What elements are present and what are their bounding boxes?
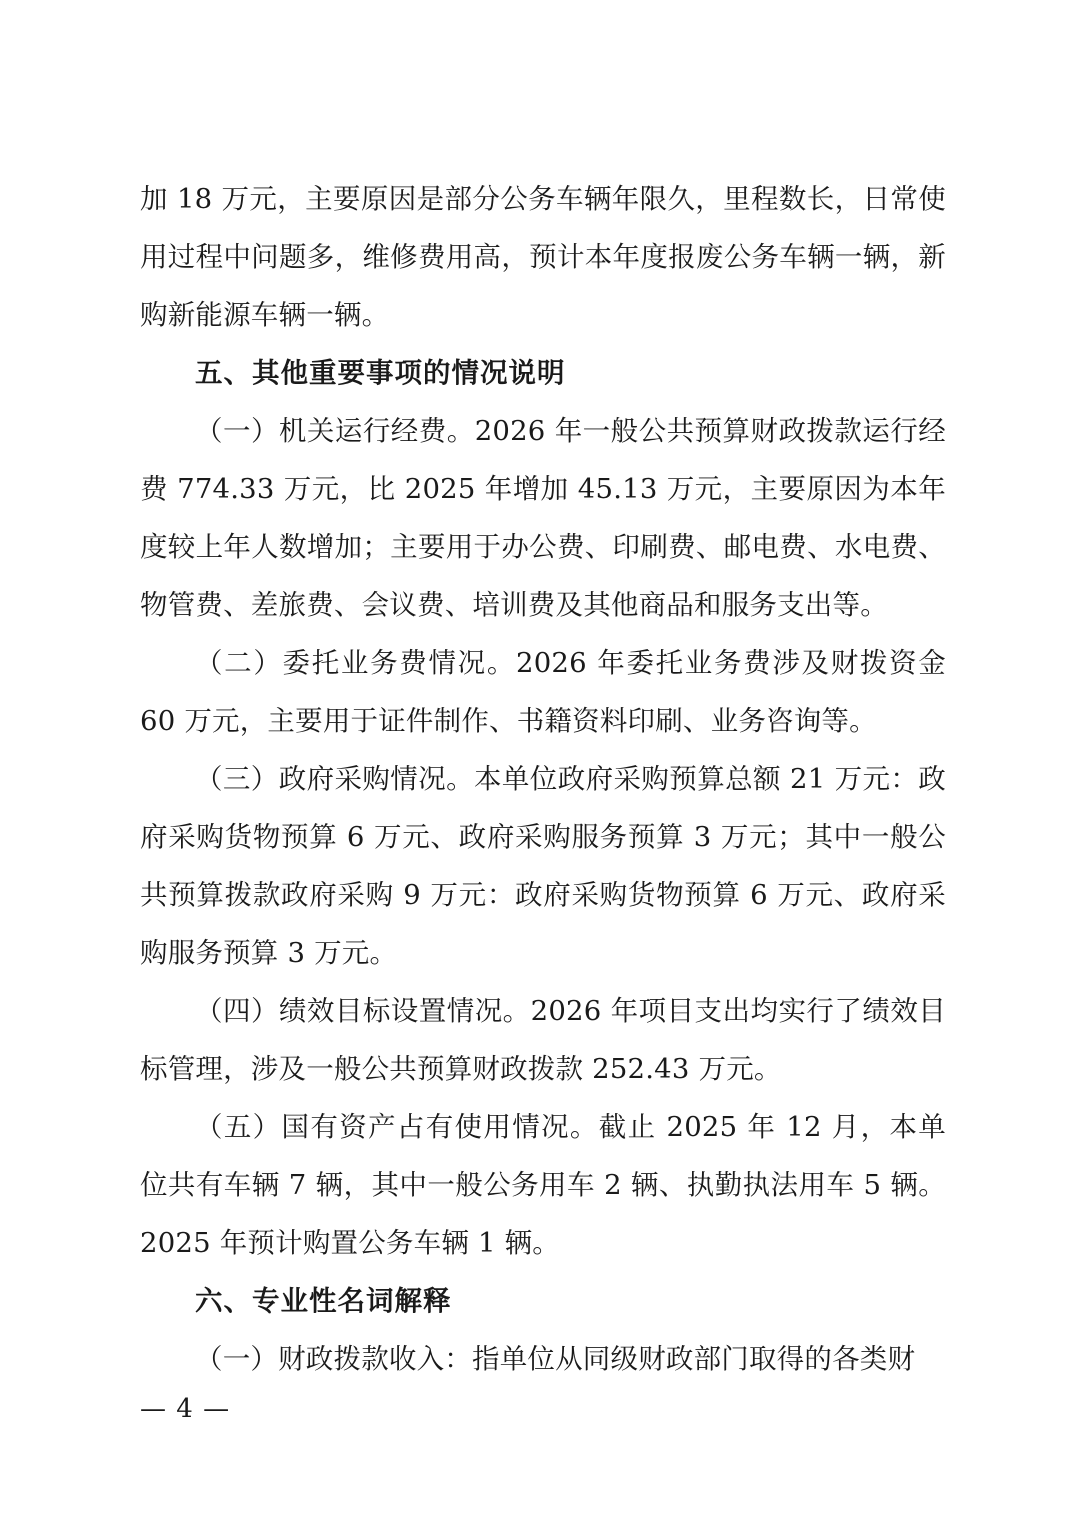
paragraph-vehicle-cost-continued: 加 18 万元，主要原因是部分公务车辆年限久，里程数长，日常使用过程中问题多，维修费用高，预计本年度报废公务车辆一辆，新购新能源车辆一辆。 — [140, 183, 946, 331]
paragraph-entrusted-business-expenses: （二）委托业务费情况。2026 年委托业务费涉及财拨资金 60 万元，主要用于证件制作、书籍资料印刷、业务咨询等。 — [140, 647, 946, 737]
paragraph-state-owned-assets: （五）国有资产占有使用情况。截止 2025 年 12 月，本单位共有车辆 7 辆，其中一般公务用车 2 辆、执勤执法用车 5 辆。2025 年预计购置公务车辆 1 辆。 — [140, 1111, 946, 1259]
document-body — [140, 170, 946, 1388]
paragraph-fiscal-appropriation-income: （一）财政拨款收入：指单位从同级财政部门取得的各类财 — [195, 1343, 916, 1375]
paragraph-government-procurement: （三）政府采购情况。本单位政府采购预算总额 21 万元：政府采购货物预算 6 万元、政府采购服务预算 3 万元；其中一般公共预算拨款政府采购 9 万元：政府采购货物预算 6 万元、政府采购服务预算 3 万元。 — [140, 763, 946, 969]
page-number: — 4 — — [140, 1394, 231, 1424]
paragraph-agency-operating-expenses: （一）机关运行经费。2026 年一般公共预算财政拨款运行经费 774.33 万元，比 2025 年增加 45.13 万元，主要原因为本年度较上年人数增加；主要用于办公费、印刷费、邮电费、水电费、物管费、差旅费、会议费、培训费及其他商品和服务支出等。 — [140, 415, 946, 621]
paragraph-performance-targets: （四）绩效目标设置情况。2026 年项目支出均实行了绩效目标管理，涉及一般公共预算财政拨款 252.43 万元。 — [140, 995, 946, 1085]
heading-section-five: 五、其他重要事项的情况说明 — [195, 357, 566, 389]
heading-section-six: 六、专业性名词解释 — [195, 1285, 452, 1317]
